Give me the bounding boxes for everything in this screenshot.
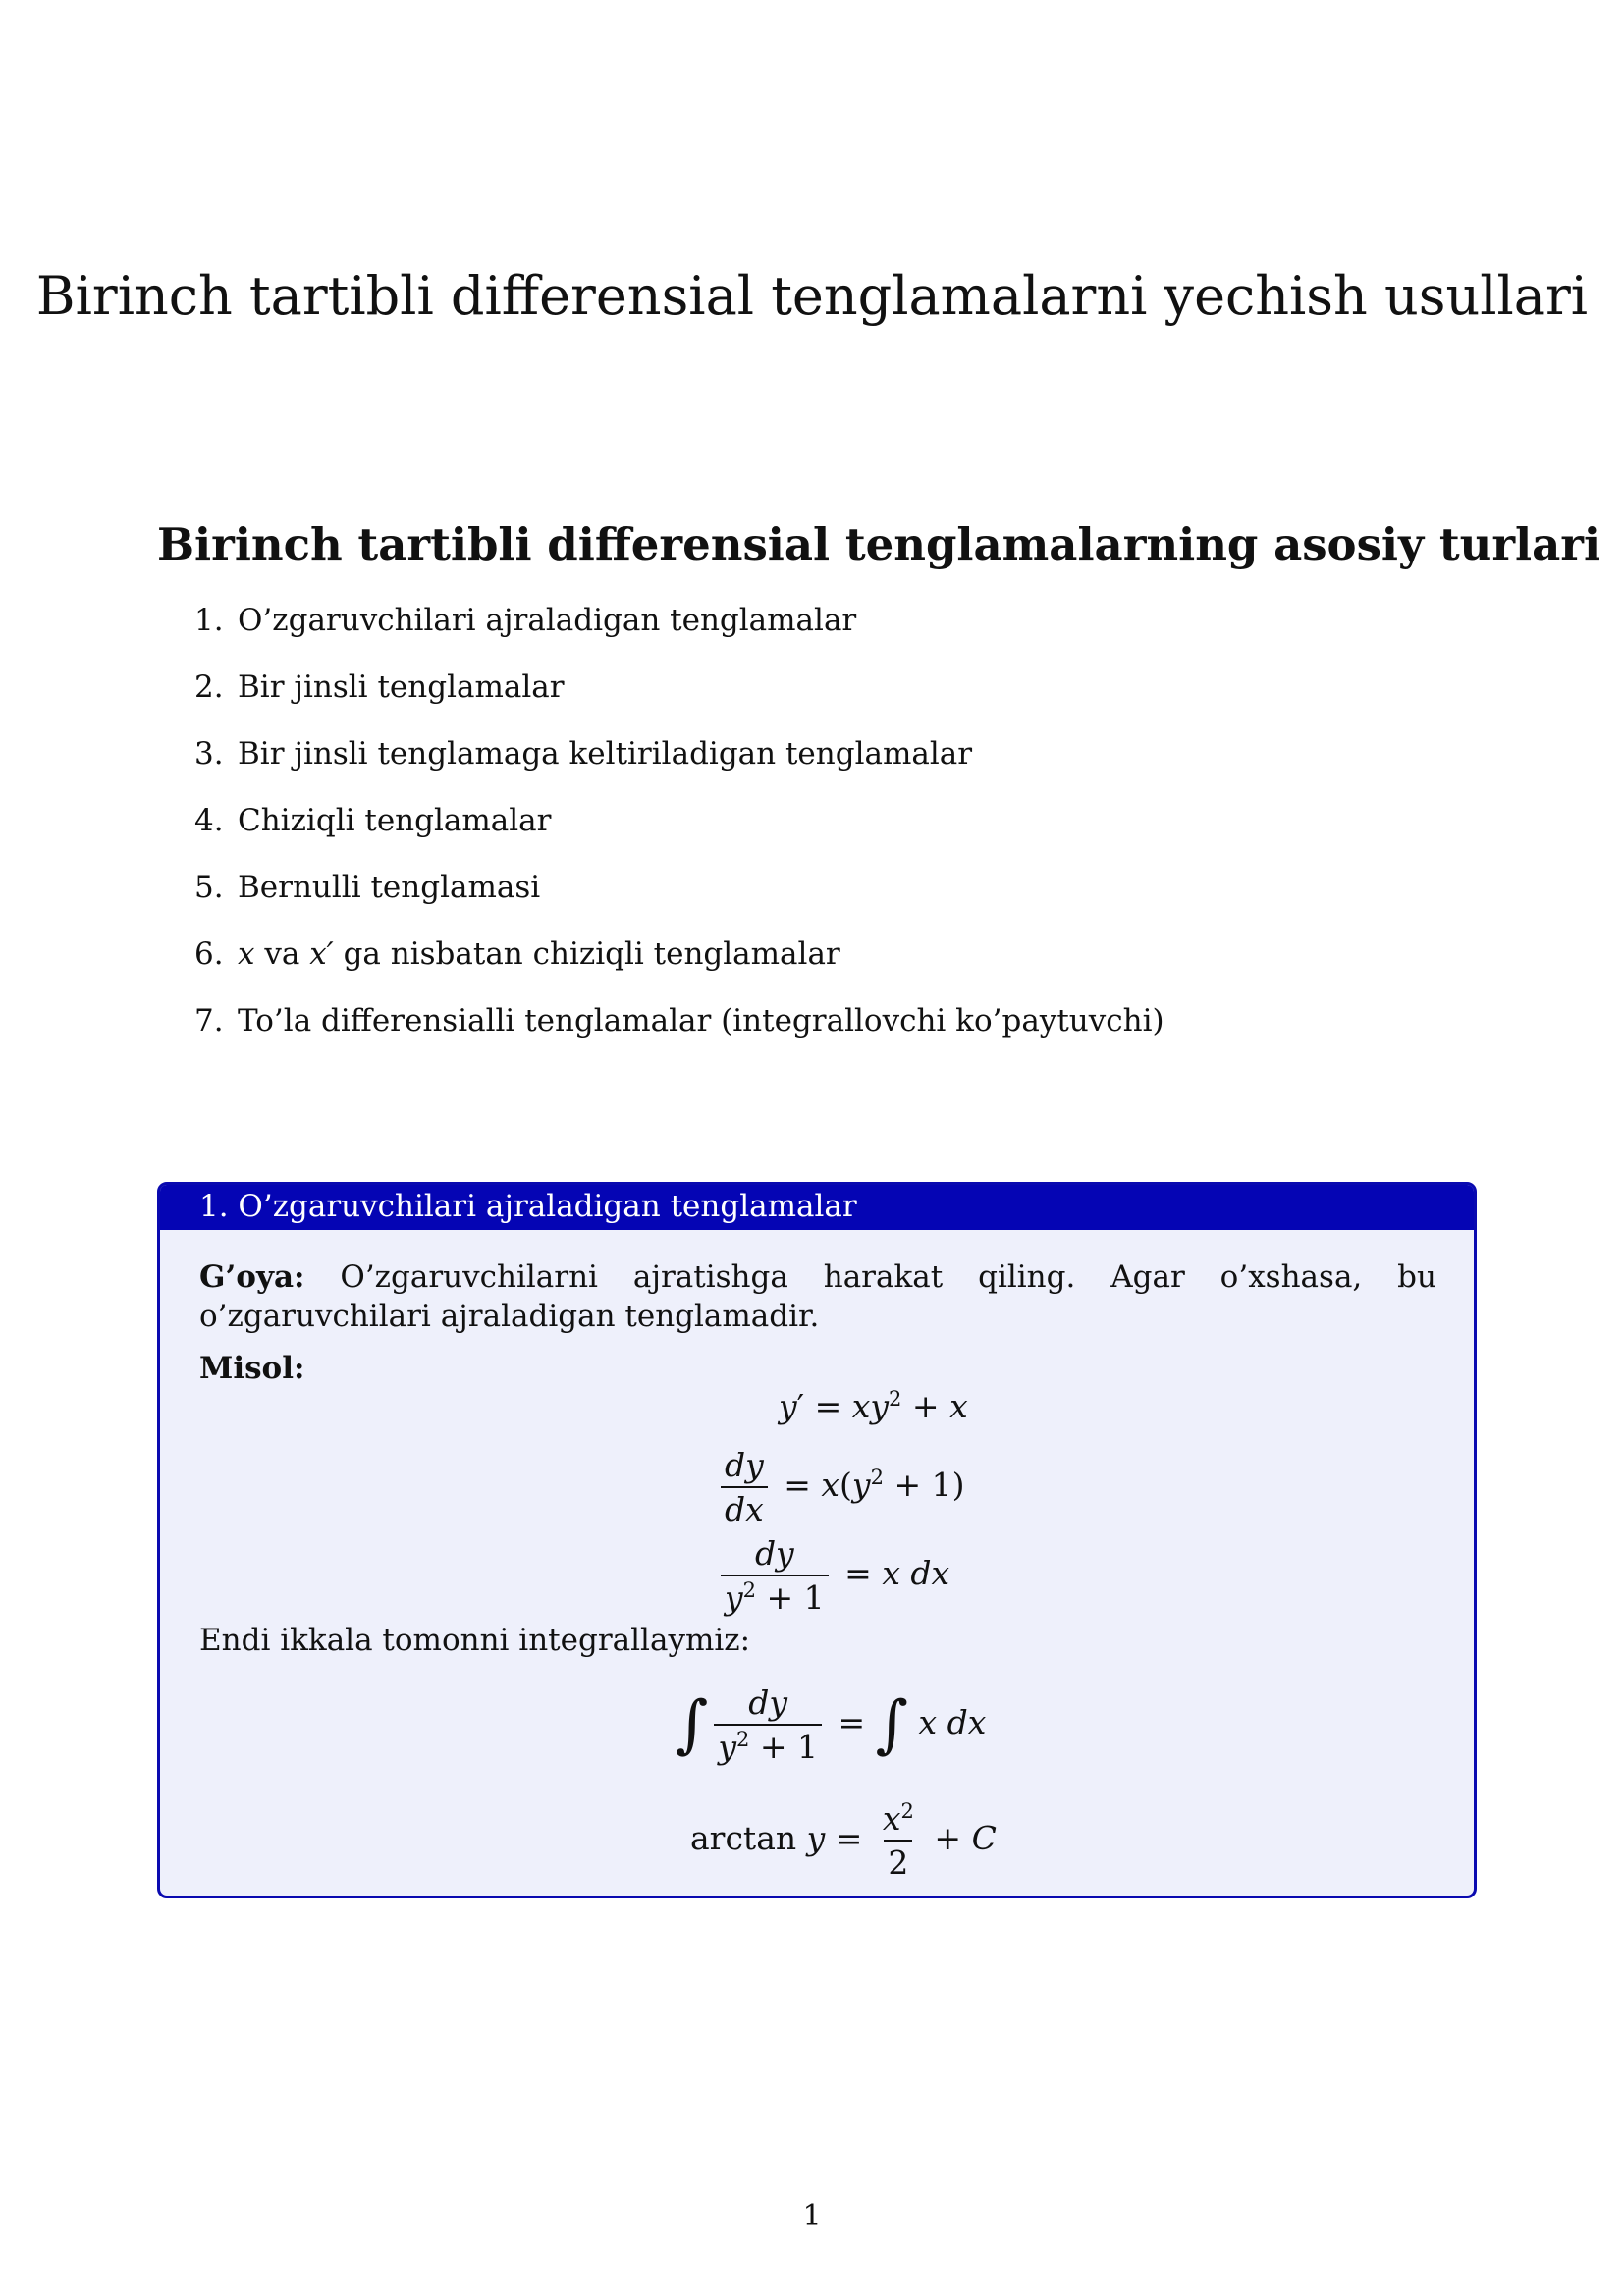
idea-text: O’zgaruvchilarni ajratishga harakat qiling. Agar o’xshasa, bu o’zgaruvchilari ajraladigan tenglamadir.	[199, 1259, 1436, 1334]
list-item-number: 7.	[194, 1003, 224, 1039]
integral-icon: ∫	[875, 1688, 908, 1761]
idea-paragraph	[199, 1257, 1436, 1336]
section-title: Birinch tartibli differensial tenglamalarning asosiy turlari	[157, 518, 1601, 570]
method-box-header: 1. O’zgaruvchilari ajraladigan tenglamalar	[160, 1185, 1474, 1230]
equation-5: arctan y = $\frac{x^2}{2}$ + C	[690, 1799, 997, 1882]
page-number: 1	[802, 2199, 822, 2233]
list-item-label: Bir jinsli tenglamaga keltiriladigan tenglamalar	[238, 736, 973, 772]
list-item-label	[238, 936, 840, 972]
list-item-text: va	[254, 936, 310, 972]
list-item	[194, 1003, 1164, 1070]
method-box	[157, 1182, 1477, 1898]
list-item	[194, 803, 1164, 870]
equation-1: $y' = xy^2 + x$	[779, 1387, 968, 1425]
math-var-x: x	[238, 936, 255, 972]
example-label: Misol:	[199, 1351, 305, 1386]
list-item-number: 5.	[194, 870, 224, 905]
equation-4: ∫ $\frac{dy}{y^2 + 1}$ = ∫ x dx	[676, 1683, 987, 1766]
list-item-number: 2.	[194, 669, 224, 705]
list-item-text: ga nisbatan chiziqli tenglamalar	[333, 936, 840, 972]
equation-types-list	[194, 603, 1164, 1070]
list-item-label: Bernulli tenglamasi	[238, 870, 541, 905]
integrate-text: Endi ikkala tomonni integrallaymiz:	[199, 1623, 751, 1658]
list-item	[194, 603, 1164, 669]
list-item-label: Bir jinsli tenglamalar	[238, 669, 565, 705]
list-item	[194, 936, 1164, 1003]
list-item	[194, 669, 1164, 736]
list-item-number: 3.	[194, 736, 224, 772]
list-item-label: O’zgaruvchilari ajraladigan tenglamalar	[238, 603, 857, 638]
list-item-label: To’la differensialli tenglamalar (integrallovchi ko’paytuvchi)	[238, 1003, 1164, 1039]
list-item	[194, 870, 1164, 936]
integral-icon: ∫	[676, 1688, 709, 1761]
idea-label: G’oya:	[199, 1259, 305, 1295]
document-title: Birinch tartibli differensial tenglamalarni yechish usullari	[35, 265, 1589, 327]
math-var-x-prime: x′	[309, 936, 334, 972]
equation-3: $\frac{dy}{y^2 + 1}$ = x dx	[715, 1534, 949, 1617]
equation-2: $\frac{dy}{dx}$ = $x(y^2 + 1)$	[715, 1446, 964, 1528]
list-item	[194, 736, 1164, 803]
list-item-number: 6.	[194, 936, 224, 972]
list-item-label: Chiziqli tenglamalar	[238, 803, 552, 838]
list-item-number: 1.	[194, 603, 224, 638]
list-item-number: 4.	[194, 803, 224, 838]
